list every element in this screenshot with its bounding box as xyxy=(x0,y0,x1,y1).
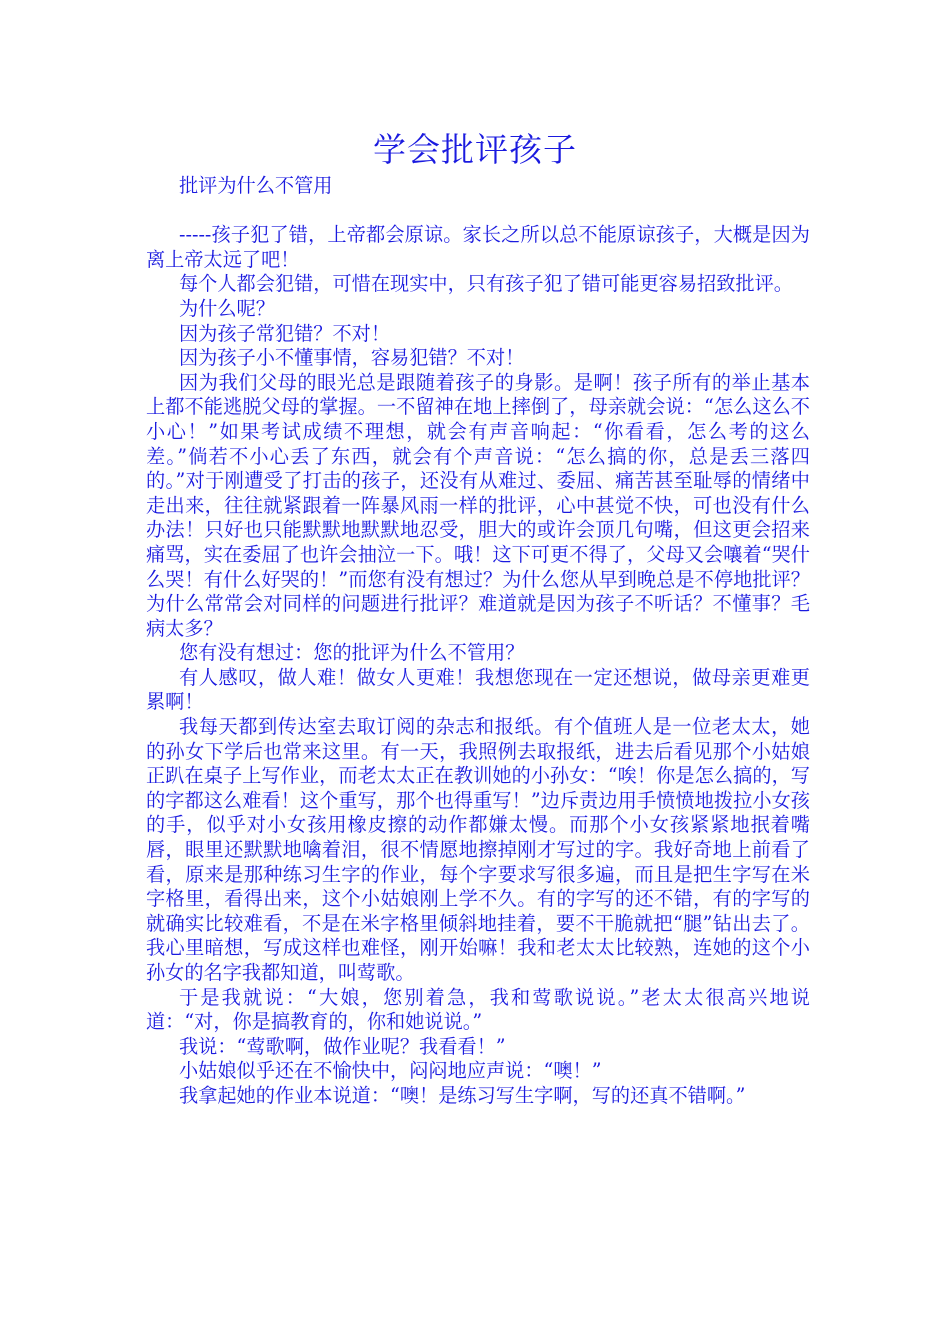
paragraph: 您有没有想过：您的批评为什么不管用？ xyxy=(179,641,525,665)
document-title: 学会批评孩子 xyxy=(373,130,577,169)
paragraph: 因为孩子小不懂事情，容易犯错？不对！ xyxy=(179,346,525,370)
paragraph: 我每天都到传达室去取订阅的杂志和报纸。有个值班人是一位老太太，她的孙女下学后也常来这里。有一天，我照例去取报纸，进去后看见那个小姑娘正趴在桌子上写作业，而老太太正在教训她的小孙女：“唉！你是怎么搞的，写的字都这么难看！这个重写，那个也得重写！”边斥责边用手愤愤地拨拉小女孩的手，似乎对小女孩用橡皮擦的动作都嫌太慢。而那个小女孩紧紧地抿着嘴唇，眼里还默默地噙着泪，很不情愿地擦掉刚才写过的字。我好奇地上前看了看，原来是那种练习生字的作业，每个字要求写很多遍，而且是把生字写在米字格里，看得出来，这个小姑娘刚上学不久。有的字写的还不错，有的字写的就确实比较难看，不是在米字格里倾斜地挂着，要不干脆就把“腿”钻出去了。我心里暗想，写成这样也难怪，刚开始嘛！我和老太太比较熟，连她的这个小孙女的名字我都知道，叫莺歌。 xyxy=(146,715,810,984)
document-body xyxy=(146,174,810,1109)
paragraph: 我拿起她的作业本说道：“噢！是练习写生字啊，写的还真不错啊。” xyxy=(179,1083,746,1107)
paragraph: 每个人都会犯错，可惜在现实中，只有孩子犯了错可能更容易招致批评。 xyxy=(179,272,793,296)
paragraph: 因为我们父母的眼光总是跟随着孩子的身影。是啊！孩子所有的举止基本上都不能逃脱父母的掌握。一不留神在地上摔倒了，母亲就会说：“怎么这么不小心！”如果考试成绩不理想，就会有声音响起：“你看看，怎么考的这么差。”倘若不小心丢了东西，就会有个声音说：“怎么搞的你，总是丢三落四的。”对于刚遭受了打击的孩子，还没有从难过、委屈、痛苦甚至耻辱的情绪中走出来，往往就紧跟着一阵暴风雨一样的批评，心中甚觉不快，可也没有什么办法！只好也只能默默地默默地忍受，胆大的或许会顶几句嘴，但这更会招来痛骂，实在委屈了也许会抽泣一下。哦！这下可更不得了，父母又会嚷着“哭什么哭！有什么好哭的！”而您有没有想过？为什么您从早到晚总是不停地批评？为什么常常会对同样的问题进行批评？难道就是因为孩子不听话？不懂事？毛病太多？ xyxy=(146,370,810,640)
paragraph: 小姑娘似乎还在不愉快中，闷闷地应声说：“噢！” xyxy=(179,1059,602,1083)
blank-line xyxy=(146,199,810,224)
paragraph: 因为孩子常犯错？不对！ xyxy=(179,321,391,345)
paragraph: 于是我就说：“大娘，您别着急，我和莺歌说说。”老太太很高兴地说道：“对，你是搞教育的，你和她说说。” xyxy=(146,985,810,1034)
paragraph: 我说：“莺歌啊，做作业呢？我看看！” xyxy=(179,1034,506,1058)
paragraph: 为什么呢？ xyxy=(179,296,275,320)
paragraph: 有人感叹，做人难！做女人更难！我想您现在一定还想说，做母亲更难更累啊！ xyxy=(146,665,810,714)
paragraph: -----孩子犯了错，上帝都会原谅。家长之所以总不能原谅孩子，大概是因为离上帝太远了吧！ xyxy=(146,223,810,271)
section-heading: 批评为什么不管用 xyxy=(179,174,333,197)
